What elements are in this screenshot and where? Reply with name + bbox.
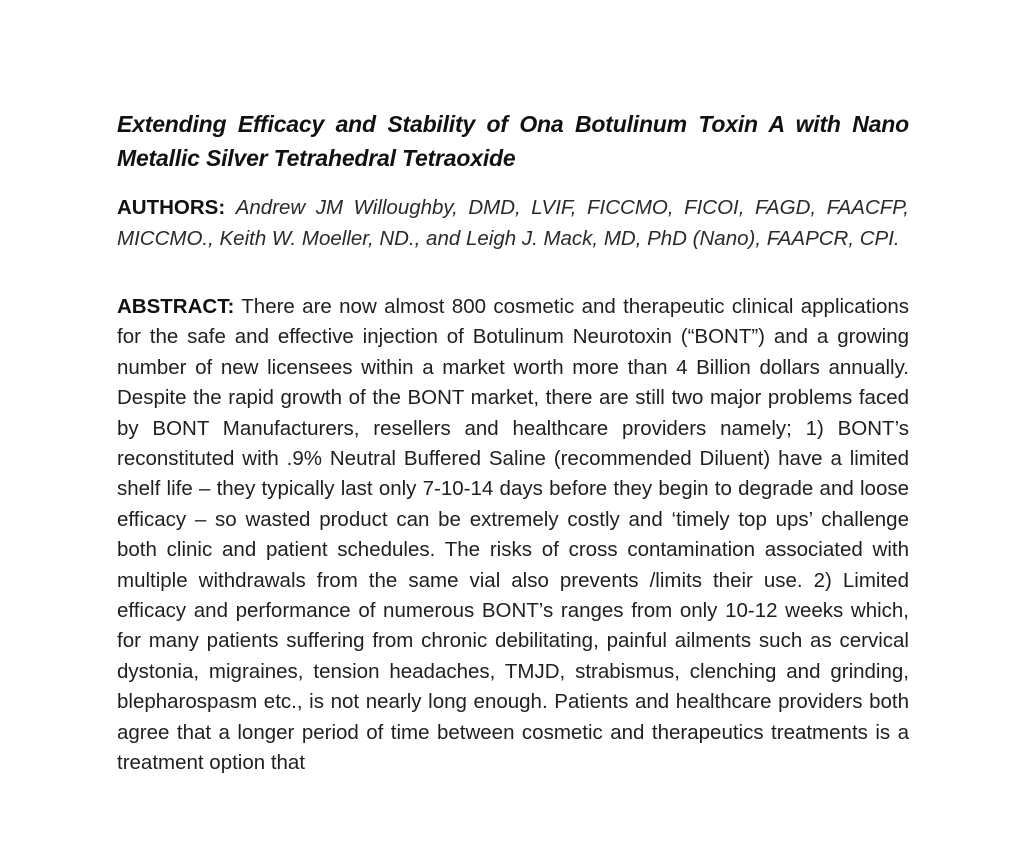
authors-paragraph — [117, 193, 909, 254]
abstract-body: There are now almost 800 cosmetic and therapeutic clinical applications for the safe and effective injection of Botulinum Neurotoxin (“BONT”) and a growing number of new licensees within a market worth more than 4 Billion dollars annually. Despite the rapid growth of the BONT market, there are still two major problems faced by BONT Manufacturers, resellers and healthcare providers namely; 1) BONT’s reconstituted with .9% Neutral Buffered Saline (recommended Diluent) have a limited shelf life – they typically last only 7-10-14 days before they begin to degrade and loose efficacy – so wasted product can be extremely costly and ‘timely top ups’ challenge both clinic and patient schedules. The risks of cross contamination associated with multiple withdrawals from the same vial also prevents /limits their use. 2) Limited efficacy and performance of numerous BONT’s ranges from only 10-12 weeks which, for many patients suffering from chronic debilitating, painful ailments such as cervical dystonia, migraines, tension headaches, TMJD, strabismus, clenching and grinding, blepharospasm etc., is not nearly long enough. Patients and healthcare providers both agree that a longer period of time between cosmetic and therapeutics treatments is a treatment option that — [117, 295, 910, 775]
paper-title: Extending Efficacy and Stability of Ona Botulinum Toxin A with Nano Metallic Silver Tetrahedral Tetraoxide — [117, 111, 909, 171]
authors-label: AUTHORS: — [117, 196, 226, 219]
paper-page — [117, 107, 909, 779]
abstract-paragraph — [117, 292, 909, 779]
authors-names: Andrew JM Willoughby, DMD, LVIF, FICCMO, FICOI, FAGD, FAACFP, MICCMO., Keith W. Moeller, ND., and Leigh J. Mack, MD, PhD (Nano), FAAPCR, CPI. — [117, 196, 909, 250]
abstract-label: ABSTRACT: — [117, 295, 235, 318]
